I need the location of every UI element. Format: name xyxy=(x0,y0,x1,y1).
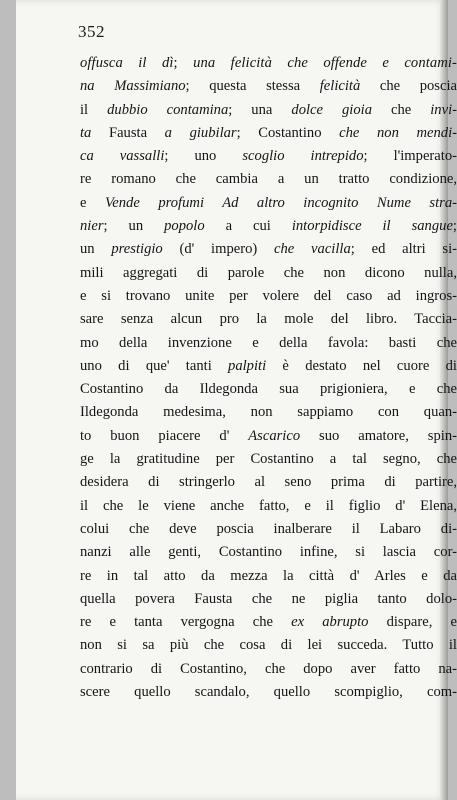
body-text xyxy=(80,52,457,704)
text-segment: re romano che cambia a un tratto condizione, xyxy=(80,171,457,188)
text-segment: contrario di Costantino, che dopo aver fatto na- xyxy=(80,660,457,677)
text-line xyxy=(80,215,457,238)
italic-text: popolo xyxy=(164,218,205,235)
text-line xyxy=(80,448,457,471)
text-segment: mo della invenzione e della favola: basti che xyxy=(80,334,457,351)
text-segment: to buon piacere d' xyxy=(80,427,249,444)
text-line xyxy=(80,122,457,145)
italic-text: prestigio xyxy=(111,241,163,258)
text-segment: un xyxy=(80,241,112,258)
italic-text: Vende profumi Ad altro incognito Nume stra- xyxy=(104,194,457,211)
italic-text: palpiti xyxy=(228,357,267,374)
text-line xyxy=(80,658,457,681)
text-segment: ; ed altri si- xyxy=(350,241,457,258)
text-segment: mili aggregati di parole che non dicono nulla, xyxy=(80,264,457,281)
italic-text: dolce gioia xyxy=(291,101,372,118)
italic-text: na Massimiano xyxy=(80,78,186,95)
text-line xyxy=(80,262,457,285)
text-segment: suo amatore, spin- xyxy=(300,427,457,444)
text-line xyxy=(80,238,457,261)
italic-text: che vacilla xyxy=(274,241,351,258)
italic-text: ex abrupto xyxy=(291,614,369,631)
text-line xyxy=(80,99,457,122)
book-page xyxy=(16,0,457,800)
italic-text: ta xyxy=(80,124,92,141)
text-segment: e xyxy=(80,194,105,211)
text-line xyxy=(80,401,457,424)
text-segment: a cui xyxy=(204,218,292,235)
italic-text: che non mendi- xyxy=(339,124,457,141)
italic-text: offusca il dì xyxy=(80,55,174,71)
text-line xyxy=(80,168,457,191)
text-line xyxy=(80,541,457,564)
text-segment: Fausta xyxy=(91,124,165,141)
italic-text: intorpidisce il sangue xyxy=(291,218,453,235)
text-segment: ; questa stessa xyxy=(185,78,320,95)
text-segment: ; xyxy=(452,218,457,235)
text-segment: desidera di stringerlo al seno prima di partire, xyxy=(80,474,457,491)
text-segment: e si trovano unite per volere del caso ad ingros- xyxy=(80,287,457,304)
text-line xyxy=(80,588,457,611)
italic-text: scoglio intrepido xyxy=(242,148,364,165)
text-line xyxy=(80,192,457,215)
italic-text: dubbio contamina xyxy=(107,101,229,118)
italic-text: una felicità che offende e contami- xyxy=(193,55,457,71)
italic-text: ca vassalli xyxy=(80,148,165,165)
text-segment: colui che deve poscia inalberare il Labaro di- xyxy=(80,520,457,537)
text-segment: uno di que' tanti xyxy=(80,357,229,374)
text-segment: ; l'imperato- xyxy=(363,148,457,165)
text-segment: Costantino da Ildegonda sua prigioniera, e che xyxy=(80,381,457,398)
text-segment: ; uno xyxy=(164,148,243,165)
italic-text: Ascarico xyxy=(248,427,301,444)
text-line xyxy=(80,355,457,378)
text-segment: che poscia xyxy=(360,78,457,95)
text-line xyxy=(80,611,457,634)
text-segment: scere quello scandalo, quello scompiglio, com- xyxy=(80,684,457,701)
text-line xyxy=(80,634,457,657)
text-segment: non si sa più che cosa di lei succeda. Tutto il xyxy=(80,637,457,654)
text-segment: ; una xyxy=(228,101,292,118)
text-segment: ; Costantino xyxy=(236,124,340,141)
text-segment: (d' impero) xyxy=(162,241,275,258)
text-line xyxy=(80,285,457,308)
text-segment: re e tanta vergogna che xyxy=(80,614,292,631)
text-line xyxy=(80,145,457,168)
text-segment: ; xyxy=(173,55,194,71)
text-segment: nanzi alle genti, Costantino infine, si lascia cor- xyxy=(80,544,457,561)
italic-text: a giubilar xyxy=(164,124,237,141)
text-line xyxy=(80,378,457,401)
text-line xyxy=(80,471,457,494)
text-segment: è destato nel cuore di xyxy=(266,357,457,374)
page-number: 352 xyxy=(78,22,105,41)
italic-text: invi- xyxy=(430,101,457,118)
text-line xyxy=(80,332,457,355)
italic-text: felicità xyxy=(319,78,361,95)
text-segment: che xyxy=(372,101,431,118)
text-segment: sare senza alcun pro la mole del libro. Taccia- xyxy=(80,311,457,328)
text-line xyxy=(80,425,457,448)
text-line xyxy=(80,681,457,704)
text-segment: re in tal atto da mezza la città d' Arles e da xyxy=(80,567,457,584)
text-line xyxy=(80,52,457,75)
text-segment: Ildegonda medesima, non sappiamo con quan- xyxy=(80,404,457,421)
text-segment: quella povera Fausta che ne piglia tanto dolo- xyxy=(80,590,457,607)
text-line xyxy=(80,75,457,98)
text-line xyxy=(80,565,457,588)
italic-text: nier xyxy=(80,218,104,235)
text-segment: il xyxy=(80,101,108,118)
text-line xyxy=(80,308,457,331)
text-line xyxy=(80,518,457,541)
text-segment: dispare, e xyxy=(368,614,457,631)
text-segment: ; un xyxy=(103,218,165,235)
text-segment: il che le viene anche fatto, e il figlio d' Elena, xyxy=(80,497,457,514)
text-segment: ge la gratitudine per Costantino a tal segno, che xyxy=(80,451,457,468)
text-line xyxy=(80,495,457,518)
